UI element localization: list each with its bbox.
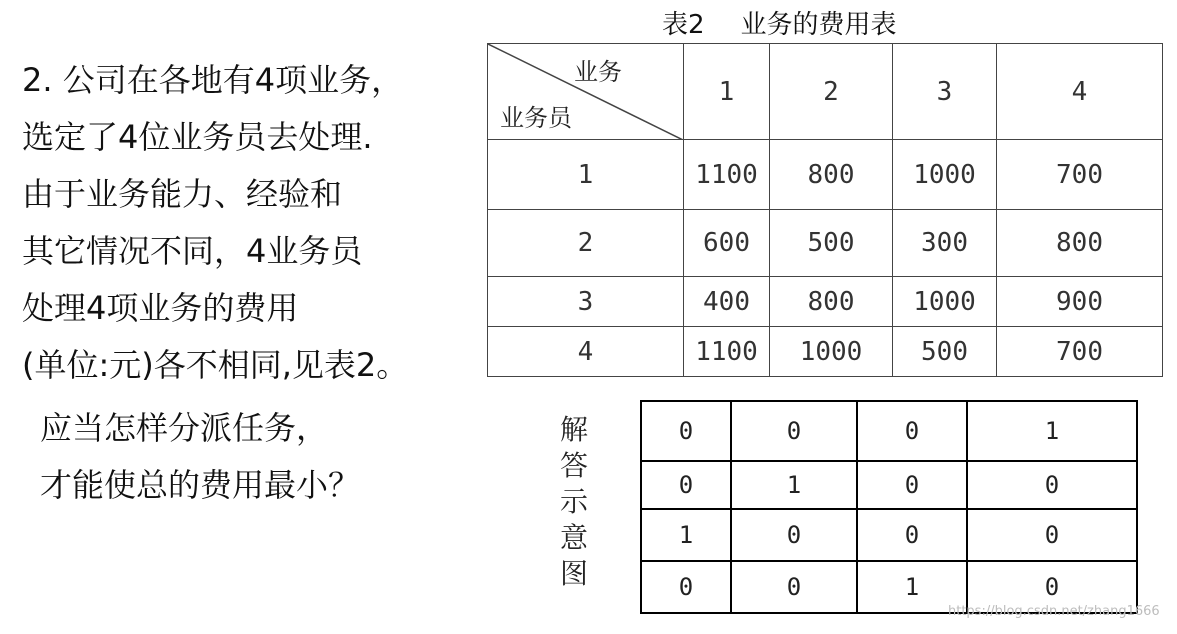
column-header: 2 <box>770 44 893 140</box>
table-cell: 800 <box>770 140 893 210</box>
matrix-cell: 0 <box>731 561 857 613</box>
row-header: 2 <box>488 210 684 277</box>
table-row <box>488 210 1163 277</box>
table-cell: 500 <box>770 210 893 277</box>
matrix-cell: 0 <box>857 509 967 561</box>
matrix-cell: 0 <box>967 561 1137 613</box>
solution-matrix <box>640 400 1138 614</box>
solution-label-char: 图 <box>559 557 588 590</box>
table-cell: 1000 <box>770 327 893 377</box>
column-header: 4 <box>997 44 1163 140</box>
corner-column-label: 业务 <box>574 58 622 86</box>
table-number: 表2 <box>662 10 705 40</box>
problem-line: (单位:元)各不相同,见表2。 <box>22 346 409 384</box>
problem-line: 处理4项业务的费用 <box>22 289 299 327</box>
matrix-cell: 0 <box>731 509 857 561</box>
column-header: 3 <box>893 44 997 140</box>
table-cell: 700 <box>997 140 1163 210</box>
table-cell: 1100 <box>684 327 770 377</box>
question-line: 应当怎样分派任务， <box>40 409 329 447</box>
solution-label-char: 示 <box>559 485 588 518</box>
matrix-row <box>641 461 1137 509</box>
cost-table <box>487 43 1163 377</box>
matrix-cell: 0 <box>641 461 731 509</box>
header-row <box>488 44 1163 140</box>
question <box>40 400 360 514</box>
table-caption <box>662 4 897 41</box>
corner-row-label: 业务员 <box>500 104 572 132</box>
column-header: 1 <box>684 44 770 140</box>
problem-line: 其它情况不同，4业务员 <box>22 232 363 270</box>
question-line: 才能使总的费用最小？ <box>40 466 361 504</box>
watermark: https://blog.csdn.net/zhang1666 <box>948 604 1160 619</box>
row-header: 3 <box>488 277 684 327</box>
matrix-cell: 0 <box>641 401 731 461</box>
matrix-cell: 0 <box>857 461 967 509</box>
matrix-row <box>641 509 1137 561</box>
problem-statement <box>22 52 462 394</box>
table-cell: 1000 <box>893 277 997 327</box>
solution-label-char: 解 <box>559 413 588 446</box>
table-cell: 800 <box>770 277 893 327</box>
matrix-cell: 0 <box>967 461 1137 509</box>
table-row <box>488 327 1163 377</box>
table-row <box>488 140 1163 210</box>
problem-line: 由于业务能力、经验和 <box>22 175 343 213</box>
matrix-cell: 0 <box>967 509 1137 561</box>
table-cell: 500 <box>893 327 997 377</box>
solution-label-char: 意 <box>559 521 588 554</box>
row-header: 4 <box>488 327 684 377</box>
matrix-cell: 0 <box>731 401 857 461</box>
problem-line: 2. 公司在各地有4项业务， <box>22 61 404 99</box>
table-cell: 800 <box>997 210 1163 277</box>
matrix-row <box>641 401 1137 461</box>
table-title: 业务的费用表 <box>740 10 897 40</box>
matrix-cell: 1 <box>857 561 967 613</box>
table-row <box>488 277 1163 327</box>
table-cell: 400 <box>684 277 770 327</box>
table-cell: 600 <box>684 210 770 277</box>
table-cell: 300 <box>893 210 997 277</box>
matrix-cell: 0 <box>857 401 967 461</box>
table-cell: 1100 <box>684 140 770 210</box>
table-cell: 1000 <box>893 140 997 210</box>
solution-label <box>556 412 592 592</box>
matrix-cell: 1 <box>641 509 731 561</box>
solution-label-char: 答 <box>559 449 588 482</box>
corner-cell <box>488 44 684 140</box>
matrix-cell: 0 <box>641 561 731 613</box>
row-header: 1 <box>488 140 684 210</box>
problem-line: 选定了4位业务员去处理. <box>22 118 373 156</box>
table-cell: 900 <box>997 277 1163 327</box>
matrix-cell: 1 <box>731 461 857 509</box>
matrix-cell: 1 <box>967 401 1137 461</box>
table-cell: 700 <box>997 327 1163 377</box>
